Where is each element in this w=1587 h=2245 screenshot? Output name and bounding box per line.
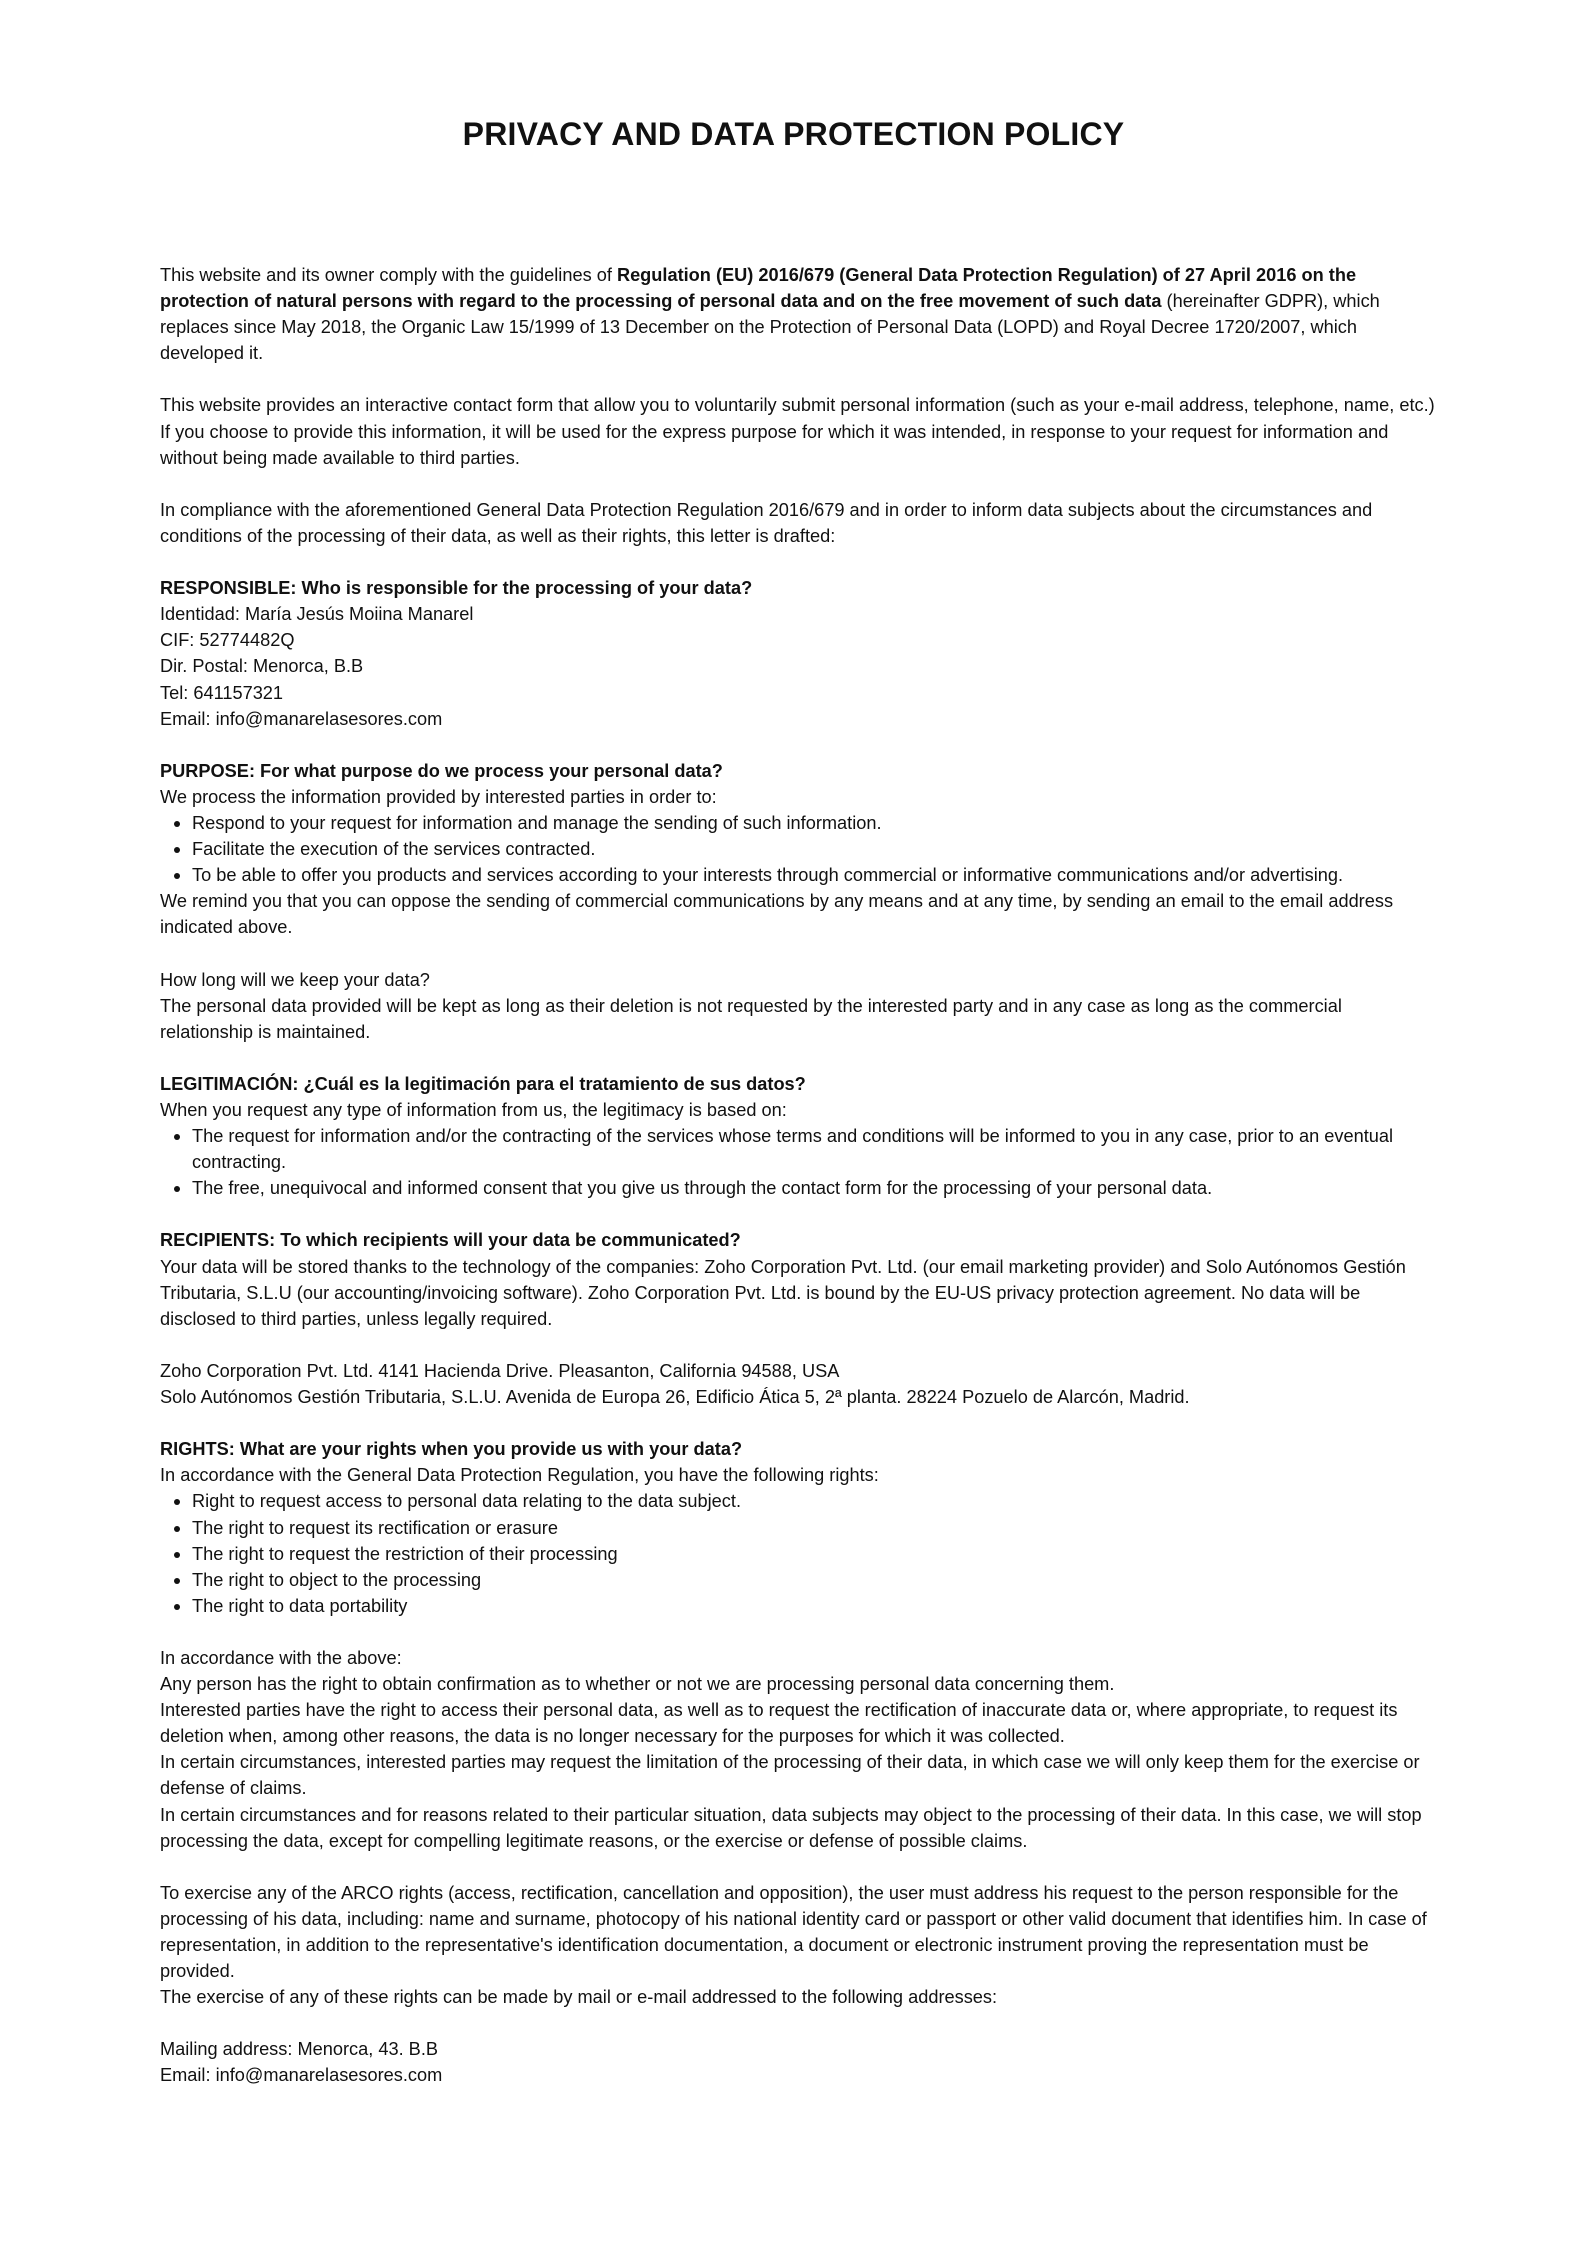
- responsible-identity: Identidad: María Jesús Moiina Manarel: [160, 604, 474, 625]
- list-item: Right to request access to personal data relating to the data subject.: [160, 1488, 1435, 1514]
- purpose-intro: We process the information provided by interested parties in order to:: [160, 786, 717, 807]
- section-heading-recipients: RECIPIENTS: To which recipients will your data be communicated?: [160, 1230, 741, 1251]
- rights-paragraph-confirmation: Any person has the right to obtain confirmation as to whether or not we are processing personal data concerning them.: [160, 1674, 1115, 1695]
- mailing-address: Mailing address: Menorca, 43. B.B: [160, 2039, 438, 2060]
- legitimacy-list: [160, 1123, 1435, 1201]
- arco-paragraph: To exercise any of the ARCO rights (access, rectification, cancellation and opposition), the user must address his request to the person responsible for the processing of his data, including: name and surname, photocopy of his national identity card or passport or other valid document that identifies him. In case of representation, in addition to the representative's identification documentation, a document or electronic instrument proving the representation must be provided.: [160, 1882, 1427, 1982]
- intro-tail: (hereinafter GDPR), which replaces since May 2018, the Organic Law 15/1999 of 13 December on the Protection of Personal Data (LOPD) and Royal Decree 1720/2007, which developed it.: [160, 291, 1380, 364]
- retention-answer: The personal data provided will be kept as long as their deletion is not requested by the interested party and in any case as long as the commercial relationship is maintained.: [160, 995, 1342, 1042]
- rights-paragraph-objection: In certain circumstances and for reasons related to their particular situation, data subjects may object to the processing of their data. In this case, we will stop processing the data, except for compelling legitimate reasons, or the exercise or defense of possible claims.: [160, 1804, 1422, 1851]
- recipient-address-zoho: Zoho Corporation Pvt. Ltd. 4141 Hacienda Drive. Pleasanton, California 94588, USA: [160, 1360, 840, 1381]
- list-item: The right to request the restriction of their processing: [160, 1541, 1435, 1567]
- list-item: Respond to your request for information and manage the sending of such information.: [160, 810, 1435, 836]
- legitimacy-intro: When you request any type of information from us, the legitimacy is based on:: [160, 1100, 787, 1120]
- section-heading-legitimacy: LEGITIMACIÓN: ¿Cuál es la legitimación para el tratamiento de sus datos?: [160, 1073, 806, 1094]
- purpose-list: [160, 810, 1435, 888]
- section-heading-purpose: PURPOSE: For what purpose do we process your personal data?: [160, 760, 723, 781]
- list-item: The right to data portability: [160, 1593, 1435, 1619]
- rights-paragraph-access: Interested parties have the right to access their personal data, as well as to request the rectification of inaccurate data or, where appropriate, to request its deletion when, among other reasons, the data is no longer necessary for the purposes for which it was collected.: [160, 1700, 1398, 1747]
- section-heading-responsible: RESPONSIBLE: Who is responsible for the processing of your data?: [160, 578, 753, 599]
- list-item: The right to object to the processing: [160, 1567, 1435, 1593]
- responsible-cif: CIF: 52774482Q: [160, 630, 295, 651]
- page-title: PRIVACY AND DATA PROTECTION POLICY: [462, 116, 1125, 152]
- recipient-address-solo: Solo Autónomos Gestión Tributaria, S.L.U. Avenida de Europa 26, Edificio Ática 5, 2ª planta. 28224 Pozuelo de Alarcón, Madrid.: [160, 1387, 1190, 1408]
- recipients-text: Your data will be stored thanks to the technology of the companies: Zoho Corporation Pvt. Ltd. (our email marketing provider) and Solo Autónomos Gestión Tributaria, S.L.U (our accounting/invoicing software). Zoho Corporation Pvt. Ltd. is bound by the EU-US privacy protection agreement. No data will be disclosed to third parties, unless legally required.: [160, 1256, 1406, 1329]
- rights-according: In accordance with the above:: [160, 1647, 402, 1668]
- list-item: Facilitate the execution of the services contracted.: [160, 836, 1435, 862]
- responsible-address: Dir. Postal: Menorca, B.B: [160, 656, 364, 677]
- list-item: The request for information and/or the contracting of the services whose terms and conditions will be informed to you in any case, prior to an eventual contracting.: [160, 1123, 1435, 1175]
- list-item: The free, unequivocal and informed consent that you give us through the contact form for the processing of your personal data.: [160, 1175, 1435, 1201]
- responsible-phone: Tel: 641157321: [160, 682, 284, 703]
- responsible-email: Email: info@manarelasesores.com: [160, 708, 443, 729]
- policy-body: [160, 262, 1435, 2089]
- rights-list: [160, 1488, 1435, 1618]
- section-heading-rights: RIGHTS: What are your rights when you provide us with your data?: [160, 1439, 743, 1460]
- intro-paragraph-regulation: [160, 262, 1435, 366]
- intro-paragraph-compliance: In compliance with the aforementioned General Data Protection Regulation 2016/679 and in order to inform data subjects about the circumstances and conditions of the processing of their data, as well as their rights, this letter is drafted:: [160, 499, 1373, 546]
- regulation-reference: Regulation (EU) 2016/679 (General Data Protection Regulation) of 27 April 2016 on the protection of natural persons with regard to the processing of personal data and on the free movement of such data: [160, 265, 1357, 312]
- rights-intro: In accordance with the General Data Protection Regulation, you have the following rights:: [160, 1465, 879, 1486]
- rights-paragraph-limitation: In certain circumstances, interested parties may request the limitation of the processing of their data, in which case we will only keep them for the exercise or defense of claims.: [160, 1752, 1420, 1799]
- retention-question: How long will we keep your data?: [160, 969, 430, 990]
- intro-lead: This website and its owner comply with the guidelines of: [160, 265, 617, 285]
- arco-exercise-note: The exercise of any of these rights can be made by mail or e-mail addressed to the following addresses:: [160, 1987, 998, 2008]
- list-item: To be able to offer you products and services according to your interests through commercial or informative communications and/or advertising.: [160, 862, 1435, 888]
- contact-email: Email: info@manarelasesores.com: [160, 2065, 443, 2086]
- purpose-note: We remind you that you can oppose the sending of commercial communications by any means and at any time, by sending an email to the email address indicated above.: [160, 891, 1394, 938]
- intro-paragraph-contact-form: This website provides an interactive contact form that allow you to voluntarily submit personal information (such as your e-mail address, telephone, name, etc.) If you choose to provide this information, it will be used for the express purpose for which it was intended, in response to your request for information and without being made available to third parties.: [160, 395, 1435, 468]
- list-item: The right to request its rectification or erasure: [160, 1515, 1435, 1541]
